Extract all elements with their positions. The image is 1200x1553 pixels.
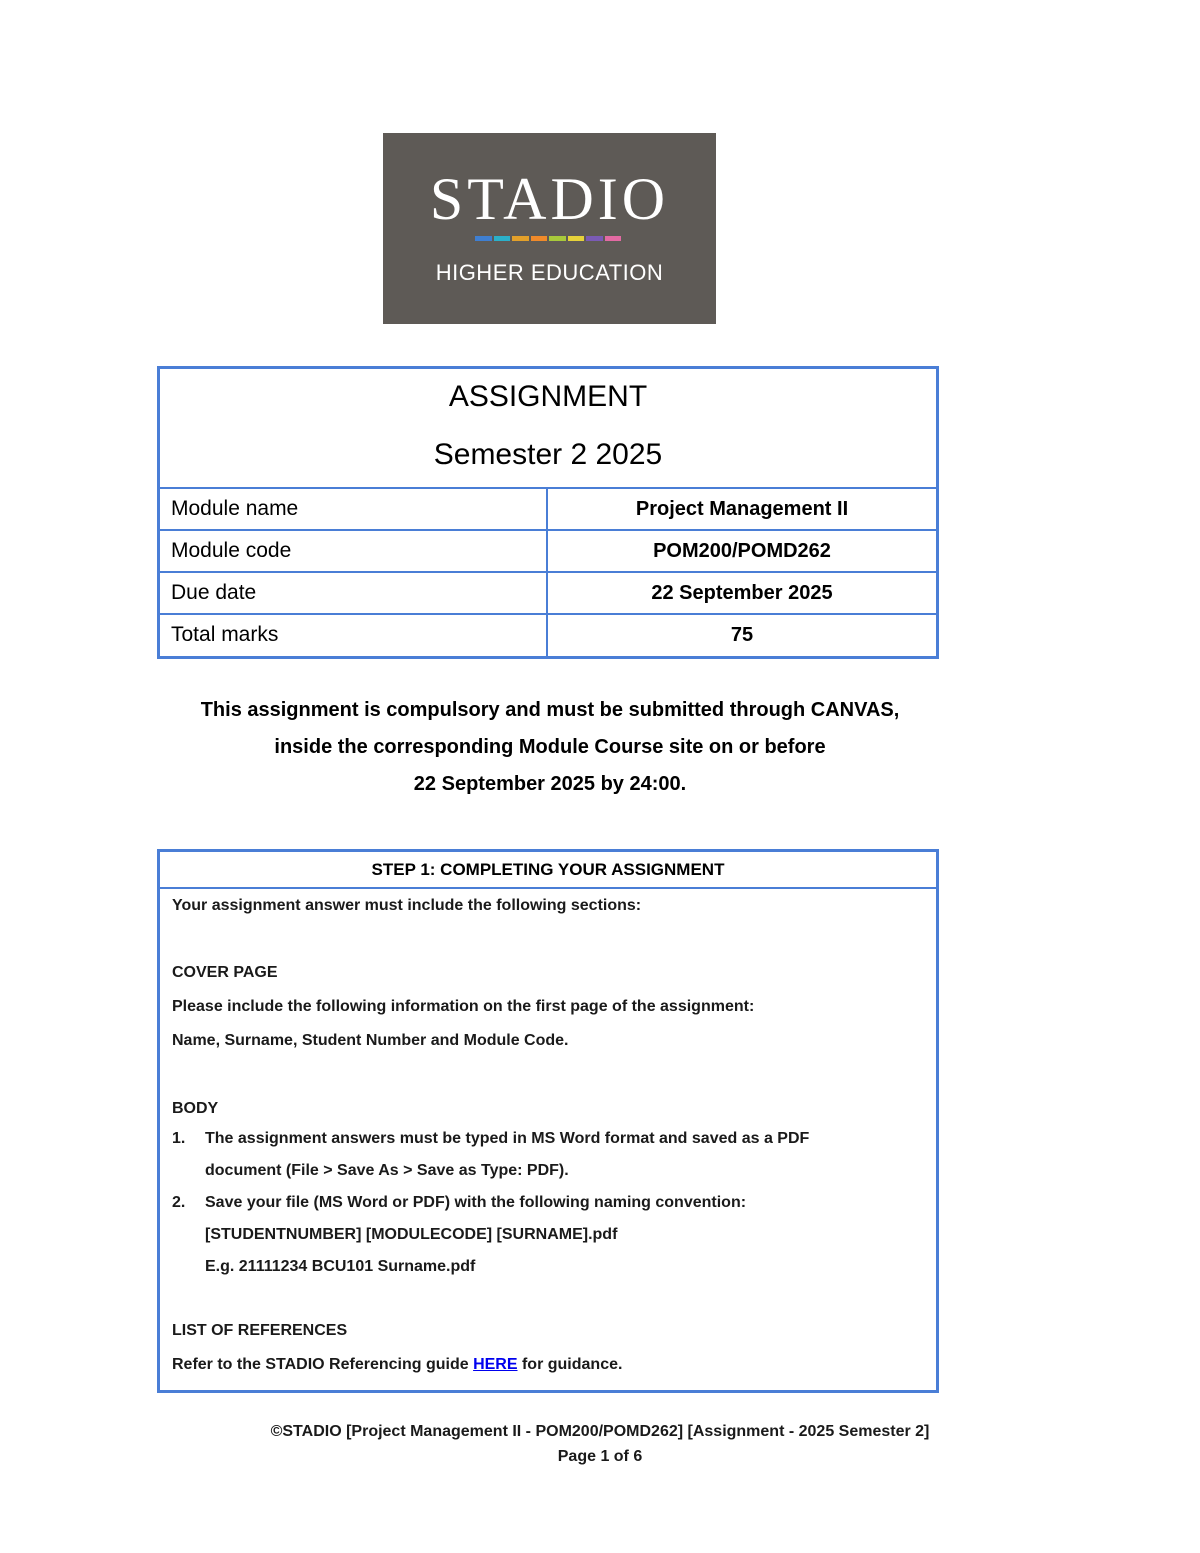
notice-line: 22 September 2025 by 24:00. <box>413 773 687 795</box>
cover-page-text: Please include the following information on the first page of the assignment: <box>172 998 755 1015</box>
cover-page-text: Name, Surname, Student Number and Module Code. <box>172 1032 569 1049</box>
submission-notice <box>100 692 1000 803</box>
notice-line: inside the corresponding Module Course site on or before <box>274 736 826 758</box>
logo-subtitle: HIGHER EDUCATION <box>435 260 664 285</box>
stadio-logo <box>383 133 716 324</box>
references-heading: LIST OF REFERENCES <box>172 1322 348 1339</box>
stripe-segment <box>531 236 548 241</box>
assignment-title: ASSIGNMENT <box>448 380 648 413</box>
list-number: 1. <box>172 1130 186 1147</box>
list-text: [STUDENTNUMBER] [MODULECODE] [SURNAME].pdf <box>205 1226 618 1243</box>
stripe-segment <box>549 236 566 241</box>
step1-header: STEP 1: COMPLETING YOUR ASSIGNMENT <box>160 852 936 889</box>
info-label: Module name <box>160 489 548 529</box>
page-footer <box>100 1419 1100 1469</box>
list-text: document (File > Save As > Save as Type: PDF). <box>205 1162 569 1179</box>
cover-page-heading: COVER PAGE <box>172 964 278 981</box>
info-row-total-marks <box>160 615 936 656</box>
logo-color-stripe <box>475 236 621 241</box>
info-row-module-name <box>160 489 936 531</box>
notice-line: This assignment is compulsory and must be submitted through CANVAS, <box>200 699 900 721</box>
info-row-module-code <box>160 531 936 573</box>
info-row-due-date <box>160 573 936 615</box>
list-number: 2. <box>172 1194 186 1211</box>
info-value: POM200/POMD262 <box>653 540 831 562</box>
step1-intro: Your assignment answer must include the following sections: <box>172 897 642 914</box>
assignment-info-table <box>157 366 939 659</box>
info-value: 75 <box>730 624 754 646</box>
list-text: E.g. 21111234 BCU101 Surname.pdf <box>205 1258 476 1275</box>
list-text: The assignment answers must be typed in MS Word format and saved as a PDF <box>205 1130 810 1147</box>
semester-label: Semester 2 2025 <box>433 438 663 471</box>
info-value: 22 September 2025 <box>651 582 833 604</box>
referencing-guide-link[interactable]: HERE <box>473 1356 518 1373</box>
references-suffix: for guidance. <box>517 1356 623 1373</box>
stripe-segment <box>605 236 622 241</box>
info-label: Due date <box>160 573 548 613</box>
body-heading: BODY <box>172 1100 219 1117</box>
list-item <box>172 1123 924 1187</box>
page-number: Page 1 of 6 <box>557 1448 643 1465</box>
references-text <box>172 1351 924 1379</box>
step1-body <box>160 889 936 1379</box>
stripe-segment <box>512 236 529 241</box>
info-label: Module code <box>160 531 548 571</box>
info-label: Total marks <box>160 615 548 656</box>
logo-wordmark: STADIO <box>429 166 670 232</box>
stripe-segment <box>586 236 603 241</box>
references-prefix: Refer to the STADIO Referencing guide <box>172 1356 474 1373</box>
info-table-header <box>160 369 936 489</box>
step1-box <box>157 849 939 1393</box>
footer-copyright: ©STADIO [Project Management II - POM200/POMD262] [Assignment - 2025 Semester 2] <box>270 1423 930 1440</box>
list-text: Save your file (MS Word or PDF) with the following naming convention: <box>205 1194 747 1211</box>
stripe-segment <box>475 236 492 241</box>
stripe-segment <box>494 236 511 241</box>
list-item <box>172 1187 924 1283</box>
stripe-segment <box>568 236 585 241</box>
info-value: Project Management II <box>635 498 849 520</box>
